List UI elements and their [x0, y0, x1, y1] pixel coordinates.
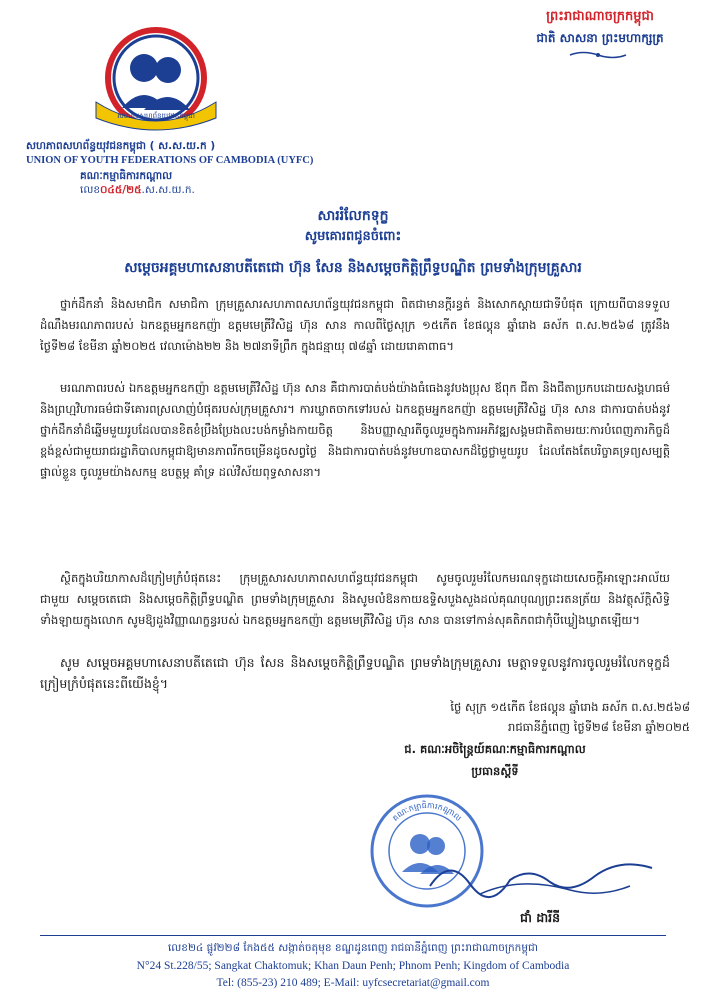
national-motto: ជាតិ សាសនា ព្រះមហាក្សត្រ — [536, 31, 664, 45]
signatory-title: ជ. គណៈអចិន្ត្រៃយ៍គណៈកម្មាធិការកណ្តាល — [404, 742, 586, 756]
footer-divider — [40, 935, 666, 936]
body-paragraph-3: ស្ថិតក្នុងបរិយាកាសដ៏ក្រៀមក្រំបំផុតនេះ ក្រុមគ្រួសារសហភាពសហព័ន្ធយុវជនកម្ពុជា សូមចូលរួមរំលែកមរណទុក្ខដោយសេចក្តីអាឡោះអាល័យជាមួយ សម្តេចតេជោ និងសម្តេចកិត្តិព្រឹទ្ធបណ្ឌិត ព្រមទាំងក្រុមគ្រួសារ និងសូមលំឱនកាយឧទ្ទិសបួងសួងដល់គុណបុណ្យព្រះរតនត្រ័យ និងវត្ថុស័ក្តិសិទ្ធិទាំងឡាយក្នុងលោក សូមឱ្យដួងវិញ្ញាណក្ខន្ធរបស់ ឯកឧត្តមអ្នកឧកញ៉ា ឧត្តមមេត្រីវិសិដ្ឋ ហ៊ុន សាន បានទៅកាន់សុគតិភពជាកុំបីឃ្លៀងឃ្លាតឡើយ។ — [40, 571, 670, 627]
footer-address-khmer: លេខ២៤ ផ្លូវ២២៨ កែង៥៥ សង្កាត់ចតុមុខ ខណ្ឌដូនពេញ រាជធានីភ្នំពេញ ព្រះរាជាណាចក្រកម្ពុជា — [167, 942, 539, 954]
org-name-english: UNION OF YOUTH FEDERATIONS OF CAMBODIA (UYFC) — [26, 155, 314, 166]
body-paragraph-2: មរណភាពរបស់ ឯកឧត្តមអ្នកឧកញ៉ា ឧត្តមមេត្រីវិសិដ្ឋ ហ៊ុន សាន គឺជាការបាត់បង់យ៉ាងធំធេងនូវបងប្រុស ឪពុក ជីតា និងជីតាប្រកបដោយសង្គហធម៌ និងព្រហ្មវិហារធម៌ជាទីគោរពស្រលាញ់បំផុតរបស់ក្រុមគ្រួសារ។ ការឃ្លាតចាកទៅរបស់ ឯកឧត្តមអ្នកឧកញ៉ា ឧត្តមមេត្រីវិសិដ្ឋ ហ៊ុន សាន ជាការបាត់បង់នូវថ្នាក់ដឹកនាំដ៏ឆ្នើមមួយរូបដែលបានខិតខំប្រឹងប្រែងលះបង់កម្លាំងកាយចិត្ត និងបញ្ញាស្មារតីចូលរួមក្នុងការអភិវឌ្ឍសង្គមជាតិតាមរយៈការបំពេញភារកិច្ចដ៏ខ្ពង់ខ្ពស់ជាមួយរាជរដ្ឋាភិបាលកម្ពុជាឱ្យមានភាពរីកចម្រើនដូចសព្វថ្ងៃ និងជាការបាត់បង់នូវមហាឧបាសកដ៏ថ្លៃថ្លាមួយរូប ដែលតែងតែបរិច្ចាគទ្រព្យសម្បត្តិផ្ទាល់ខ្លួន ចូលរួមយ៉ាងសកម្ម ឧបត្ថម្ភ គាំទ្រ ដល់វិស័យពុទ្ធសាសនា។ — [40, 381, 670, 479]
document-title: សាររំលែកទុក្ខ — [317, 208, 389, 224]
org-name-khmer: សហភាពសហព័ន្ធយុវជនកម្ពុជា ( ស.ស.យ.ក ) — [26, 140, 216, 152]
department: គណៈកម្មាធិការកណ្តាល — [80, 170, 173, 182]
reference-number — [80, 184, 195, 199]
ref-prefix: លេខ — [80, 184, 100, 196]
body-paragraph-1: ថ្នាក់ដឹកនាំ និងសមាជិក សមាជិកា ក្រុមគ្រួសារសហភាពសហព័ន្ធយុវជនកម្ពុជា ពិតជាមានក្តីរន្ធត់ និងសោកស្តាយជាទីបំផុត ក្រោយពីបានទទួលដំណឹងមរណភាពរបស់ ឯកឧត្តមអ្នកឧកញ៉ា ឧត្តមមេត្រីវិសិដ្ឋ ហ៊ុន សាន កាលពីថ្ងៃសុក្រ ១៥កើត ខែផល្គុន ឆ្នាំរោង ឆស័ក ព.ស.២៥៦៨ ត្រូវនឹងថ្ងៃទី២៨ ខែមីនា ឆ្នាំ២០២៥ វេលាម៉ោង២២ និង ២៧នាទីព្រឹក ក្នុងជន្មាយុ ៧៨ឆ្នាំ ដោយរោគាពាធ។ — [40, 297, 670, 353]
handwritten-signature — [420, 846, 660, 910]
footer-address-english: N°24 St.228/55; Sangkat Chaktomuk; Khan Daun Penh; Phnom Penh; Kingdom of Cambodia — [136, 960, 570, 972]
date-solar: រាជធានីភ្នំពេញ ថ្ងៃទី២៨ ខែមីនា ឆ្នាំ២០២៥ — [508, 720, 690, 734]
signer-name: ជាំ ដារីនី — [519, 910, 561, 925]
ornament-divider — [568, 50, 628, 60]
signatory-position: ប្រធានស្តីទី — [471, 764, 519, 778]
date-lunar: ថ្ងៃ សុក្រ ១៥កើត ខែផល្គុន ឆ្នាំរោង ឆស័ក ព.ស.២៥៦៨ — [450, 700, 690, 714]
kingdom-title: ព្រះរាជាណាចក្រកម្ពុជា — [546, 9, 654, 24]
footer-contact: Tel: (855-23) 210 489; E-Mail: uyfcsecretariat@gmail.com — [216, 977, 490, 989]
body-paragraph-4: សូម សម្តេចអគ្គមហាសេនាបតីតេជោ ហ៊ុន សែន និងសម្តេចកិត្តិព្រឹទ្ធបណ្ឌិត ព្រមទាំងក្រុមគ្រួសារ មេត្តាទទួលនូវការចូលរួមរំលែកទុក្ខដ៏ក្រៀមក្រំបំផុតនេះពីយើងខ្ញុំ។ — [40, 655, 670, 691]
ref-number: ០៤៥/២៥ — [100, 184, 142, 196]
uyfc-logo — [82, 22, 230, 138]
salutation: សូមគោរពជូនចំពោះ — [304, 229, 402, 244]
ref-suffix: .ស.ស.យ.ក. — [141, 184, 195, 196]
recipient: សម្តេចអគ្គមហាសេនាបតីតេជោ ហ៊ុន សែន និងសម្តេចកិត្តិព្រឹទ្ធបណ្ឌិត ព្រមទាំងក្រុមគ្រួសារ — [124, 260, 582, 276]
logo-text: សមាគមសហព័ន្ធយុវជនកម្ពុជា — [117, 112, 195, 120]
stamp-text: គណៈកម្មាធិការកណ្តាល — [390, 800, 464, 824]
